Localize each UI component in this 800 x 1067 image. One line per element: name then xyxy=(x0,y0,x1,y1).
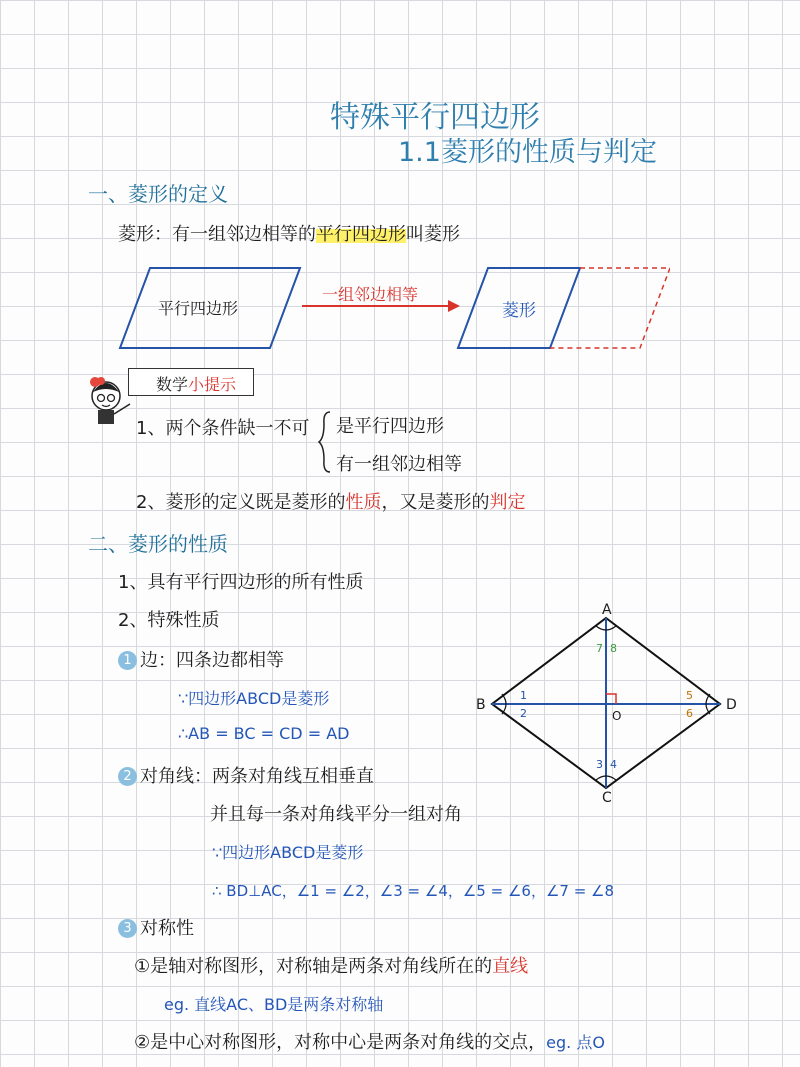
symmetry-center-example: eg. 点O xyxy=(546,1033,605,1052)
page-subtitle: 1.1菱形的性质与判定 xyxy=(398,137,657,168)
angle-4: 4 xyxy=(610,758,617,771)
angle-5: 5 xyxy=(686,689,693,702)
vertex-b: B xyxy=(476,697,486,713)
definition-highlight: 平行四边形 xyxy=(316,224,406,245)
diagonal-result: ∴ BD⊥AC，∠1 = ∠2，∠3 = ∠4，∠5 = ∠6，∠7 = ∠8 xyxy=(212,882,615,900)
angle-7: 7 xyxy=(596,642,603,655)
section-2-heading: 二、菱形的性质 xyxy=(88,532,228,556)
vertex-d: D xyxy=(726,697,737,713)
side-result: ∴AB = BC = CD = AD xyxy=(178,724,350,743)
property-diagonal xyxy=(118,762,374,788)
tip-item-1-lead: 1、两个条件缺一不可 xyxy=(136,418,310,439)
rhombus-label: 菱形 xyxy=(502,301,536,321)
teacher-avatar-icon xyxy=(84,372,134,428)
symmetry-axis-text: ①是轴对称图形，对称轴是两条对角线所在的 xyxy=(134,956,493,977)
tip-item-1b: 有一组邻边相等 xyxy=(336,454,462,475)
tip-label-red: 小提示 xyxy=(188,375,237,394)
angle-3: 3 xyxy=(596,758,603,771)
tip-item-2b: ，又是菱形的 xyxy=(381,492,490,513)
vertex-c: C xyxy=(602,790,612,806)
symmetry-axis-red: 直线 xyxy=(492,956,529,977)
diagonal-given: ∵四边形ABCD是菱形 xyxy=(212,843,364,862)
property-diagonal-text-2: 并且每一条对角线平分一组对角 xyxy=(210,804,462,825)
circle-number-1: 1 xyxy=(118,651,137,670)
angle-2: 2 xyxy=(520,707,527,720)
tip-label-prefix: 数学 xyxy=(156,375,189,394)
definition-suffix: 叫菱形 xyxy=(406,224,460,245)
symmetry-center-text: ②是中心对称图形，对称中心是两条对角线的交点， xyxy=(134,1032,547,1053)
tip-label xyxy=(156,372,236,395)
right-angle-mark xyxy=(606,694,616,704)
rhombus-abcd-diagram xyxy=(470,596,750,806)
circle-number-3: 3 xyxy=(118,919,137,938)
angle-8: 8 xyxy=(610,642,617,655)
parallelogram-label: 平行四边形 xyxy=(158,299,239,318)
property-diagonal-text-1: 对角线：两条对角线互相垂直 xyxy=(140,766,374,787)
symmetry-axis xyxy=(134,952,528,978)
definition-prefix: 菱形：有一组邻边相等的 xyxy=(118,224,316,245)
circle-number-2: 2 xyxy=(118,767,137,786)
angle-1: 1 xyxy=(520,689,527,702)
vertex-a: A xyxy=(602,602,612,618)
symmetry-center xyxy=(134,1028,605,1054)
page-title: 特殊平行四边形 xyxy=(330,100,540,135)
tip-item-2-red1: 性质 xyxy=(345,492,382,513)
section-1-heading: 一、菱形的定义 xyxy=(88,182,228,206)
property-side-text: 边：四条边都相等 xyxy=(140,650,284,671)
definition-line xyxy=(118,220,460,246)
brace-icon xyxy=(318,410,332,474)
angle-6: 6 xyxy=(686,707,693,720)
property-item-1: 1、具有平行四边形的所有性质 xyxy=(118,572,364,593)
tip-item-2a: 2、菱形的定义既是菱形的 xyxy=(136,492,346,513)
arrow-head xyxy=(448,300,460,312)
tip-item-1a: 是平行四边形 xyxy=(336,416,444,437)
symmetry-axis-example: eg. 直线AC、BD是两条对称轴 xyxy=(164,995,384,1014)
property-symmetry xyxy=(118,914,194,940)
dashed-extension xyxy=(550,268,670,348)
property-symmetry-text: 对称性 xyxy=(140,918,194,939)
center-o: O xyxy=(612,709,622,723)
property-item-2: 2、特殊性质 xyxy=(118,610,220,631)
property-side xyxy=(118,646,284,672)
tip-item-2-red2: 判定 xyxy=(489,492,526,513)
side-given: ∵四边形ABCD是菱形 xyxy=(178,689,330,708)
tip-item-2 xyxy=(136,488,525,514)
arrow-label: 一组邻边相等 xyxy=(322,285,419,304)
